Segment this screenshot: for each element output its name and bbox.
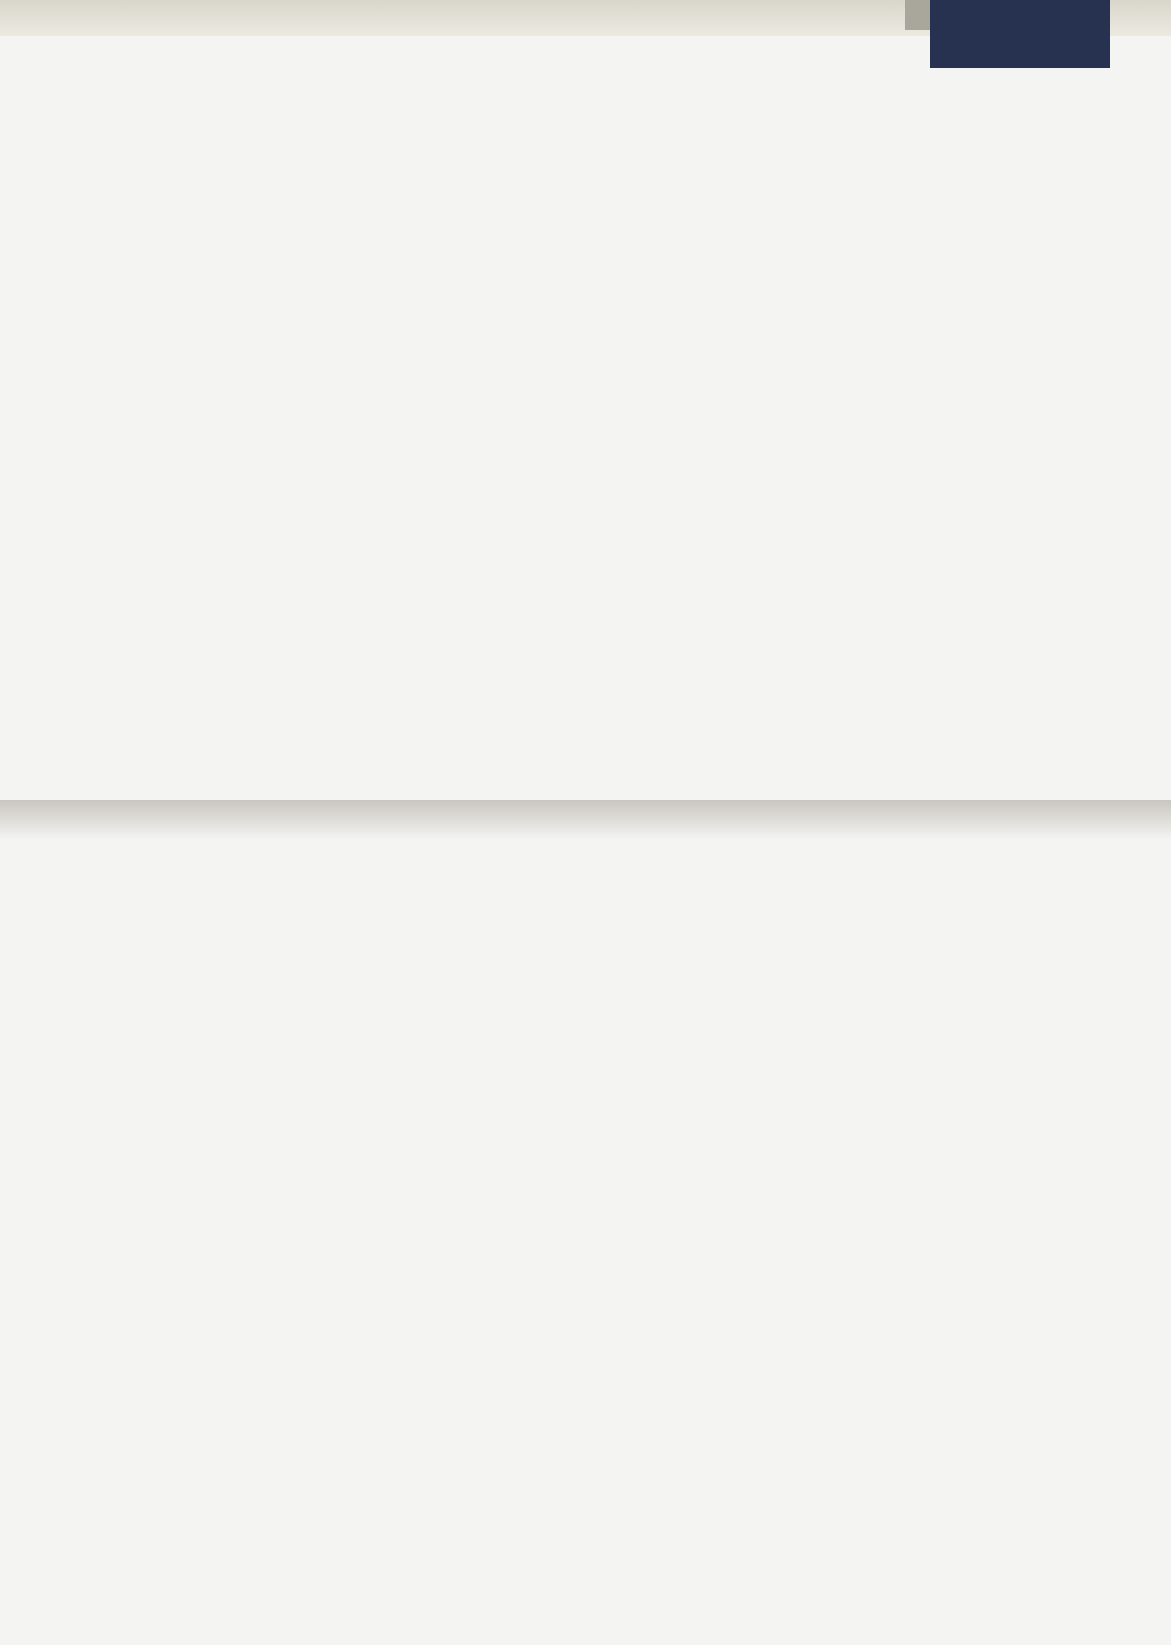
book-gutter	[0, 800, 1171, 840]
tab-marker-grey	[905, 0, 930, 30]
tab-marker	[930, 0, 1110, 68]
